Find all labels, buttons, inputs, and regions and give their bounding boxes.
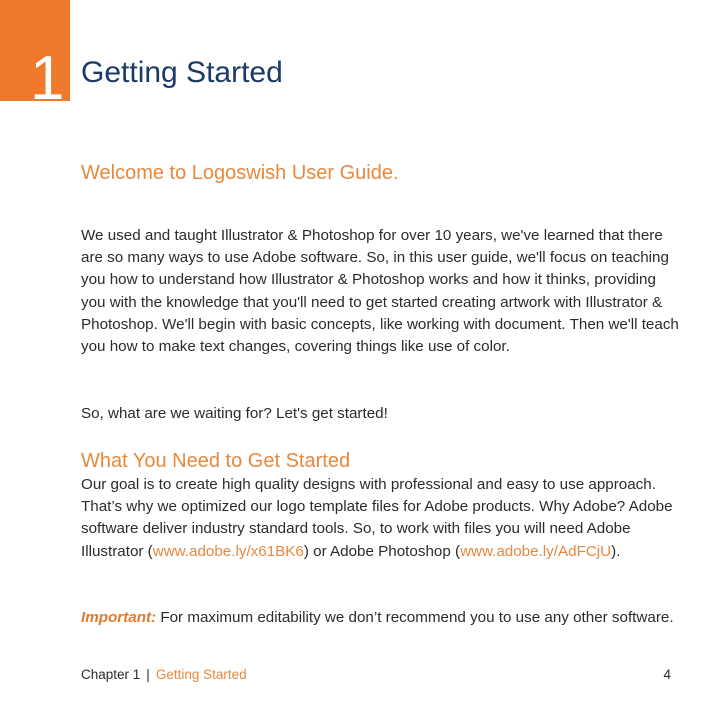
page-number: 4 xyxy=(663,667,671,682)
requirements-text-3: ). xyxy=(611,542,621,560)
chapter-title: Getting Started xyxy=(81,56,283,89)
section-heading: What You Need to Get Started xyxy=(81,450,351,472)
photoshop-link[interactable]: www.adobe.ly/AdFCjU xyxy=(460,542,612,560)
page-footer xyxy=(81,666,671,684)
welcome-heading: Welcome to Logoswish User Guide. xyxy=(81,162,399,184)
intro-paragraph: We used and taught Illustrator & Photoshop for over 10 years, we've learned that there are so many ways to use Adobe software. So, in this user guide, we'll focus on teaching you how to understand how Illustrator & Photoshop works and how it thinks, providing you with the knowledge that you'll need to get started creating artwork with Illustrator & Photoshop. We'll begin with basic concepts, like working with document. Then we'll teach you how to make text changes, covering things like use of color. xyxy=(81,227,679,356)
chapter-number: 1 xyxy=(30,44,65,113)
important-note xyxy=(81,607,681,629)
important-label: Important: xyxy=(81,609,157,626)
requirements-text-1: Our goal is to create high quality designs with professional and easy to use approach. That’s why we optimized our logo template files for Adobe products. Why Adobe? Adobe software deliver industry standard tools. So, to work with files you will need Adobe Illustrator ( xyxy=(81,476,673,560)
footer-chapter: Chapter 1 xyxy=(81,667,141,682)
requirements-text-2: ) or Adobe Photoshop ( xyxy=(303,542,461,560)
illustrator-link[interactable]: www.adobe.ly/x61BK6 xyxy=(152,542,304,560)
footer-section: Getting Started xyxy=(155,667,247,682)
footer-separator: | xyxy=(146,667,150,682)
requirements-paragraph xyxy=(81,474,691,563)
waiting-paragraph: So, what are we waiting for? Let's get started! xyxy=(81,405,388,422)
important-text: For maximum editability we don’t recommend you to use any other software. xyxy=(156,609,674,626)
